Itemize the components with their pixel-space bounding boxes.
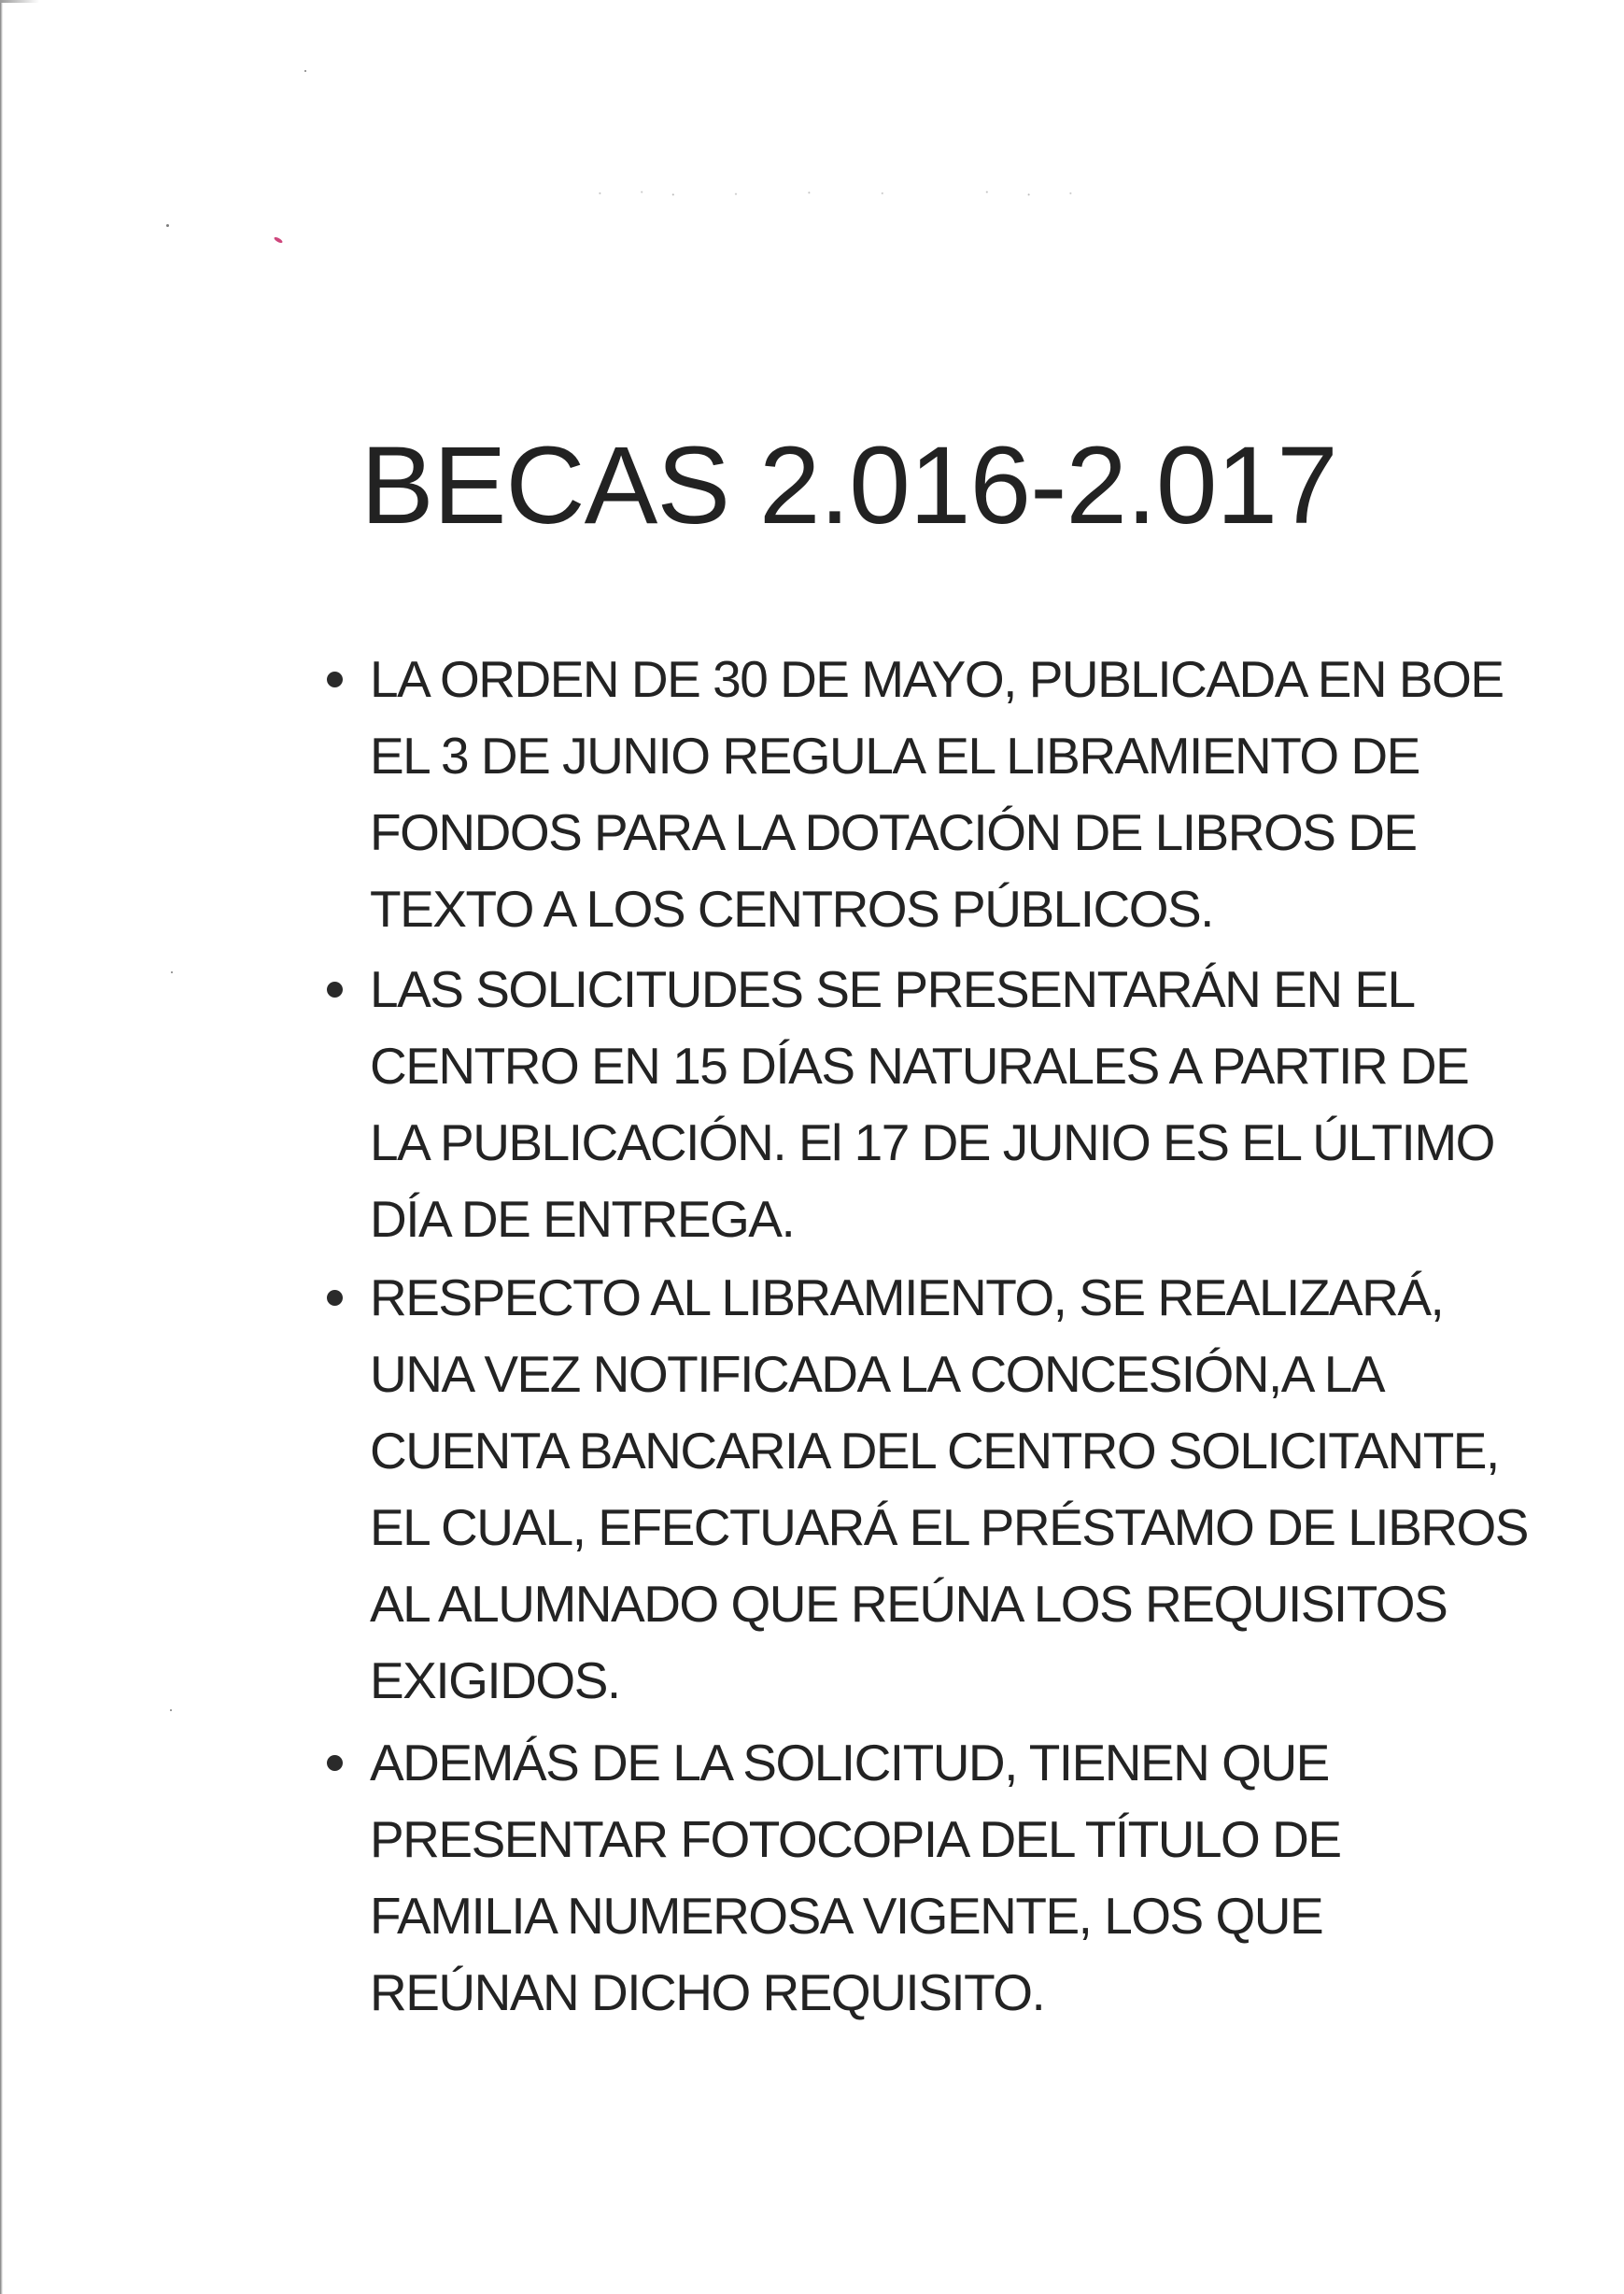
text-line: CUENTA BANCARIA DEL CENTRO SOLICITANTE, xyxy=(370,1422,1499,1480)
stray-dot-mark xyxy=(171,971,173,973)
scan-corner-shadow xyxy=(0,0,39,3)
bullet-icon xyxy=(327,672,343,687)
text-line: RESPECTO AL LIBRAMIENTO, SE REALIZARÁ, xyxy=(370,1268,1444,1326)
text-line: LA PUBLICACIÓN. El 17 DE JUNIO ES EL ÚLTIMO xyxy=(370,1113,1494,1171)
bullet-icon xyxy=(327,982,343,998)
text-line: EL 3 DE JUNIO REGULA EL LIBRAMIENTO DE xyxy=(370,727,1419,785)
list-item-text xyxy=(370,1724,1341,2031)
list-item-text xyxy=(370,1259,1528,1719)
scan-speckle-noise xyxy=(579,187,1102,200)
stray-ink-mark xyxy=(274,236,284,244)
text-line: LA ORDEN DE 30 DE MAYO, PUBLICADA EN BOE xyxy=(370,650,1504,708)
page-title: BECAS 2.016-2.017 xyxy=(360,424,1337,547)
text-line: REÚNAN DICHO REQUISITO. xyxy=(370,1963,1045,2021)
text-line: EXIGIDOS. xyxy=(370,1651,620,1709)
text-line: TEXTO A LOS CENTROS PÚBLICOS. xyxy=(370,880,1213,938)
bullet-icon xyxy=(327,1755,343,1771)
text-line: CENTRO EN 15 DÍAS NATURALES A PARTIR DE xyxy=(370,1037,1469,1095)
stray-dot-mark xyxy=(170,1709,172,1711)
text-line: UNA VEZ NOTIFICADA LA CONCESIÓN,A LA xyxy=(370,1345,1385,1403)
text-line: FAMILIA NUMEROSA VIGENTE, LOS QUE xyxy=(370,1887,1323,1945)
stray-dot-mark xyxy=(166,224,169,227)
text-line: ADEMÁS DE LA SOLICITUD, TIENEN QUE xyxy=(370,1734,1329,1791)
list-item-text xyxy=(370,641,1504,947)
scan-edge-shadow xyxy=(0,0,3,2294)
text-line: AL ALUMNADO QUE REÚNA LOS REQUISITOS xyxy=(370,1575,1447,1633)
list-item-text xyxy=(370,951,1494,1257)
text-line: LAS SOLICITUDES SE PRESENTARÁN EN EL xyxy=(370,960,1415,1018)
text-line: FONDOS PARA LA DOTACIÓN DE LIBROS DE xyxy=(370,803,1417,861)
text-line: PRESENTAR FOTOCOPIA DEL TÍTULO DE xyxy=(370,1810,1341,1868)
text-line: EL CUAL, EFECTUARÁ EL PRÉSTAMO DE LIBROS xyxy=(370,1498,1528,1556)
stray-dot-mark xyxy=(304,70,306,72)
bullet-icon xyxy=(327,1290,343,1306)
text-line: DÍA DE ENTREGA. xyxy=(370,1190,795,1248)
